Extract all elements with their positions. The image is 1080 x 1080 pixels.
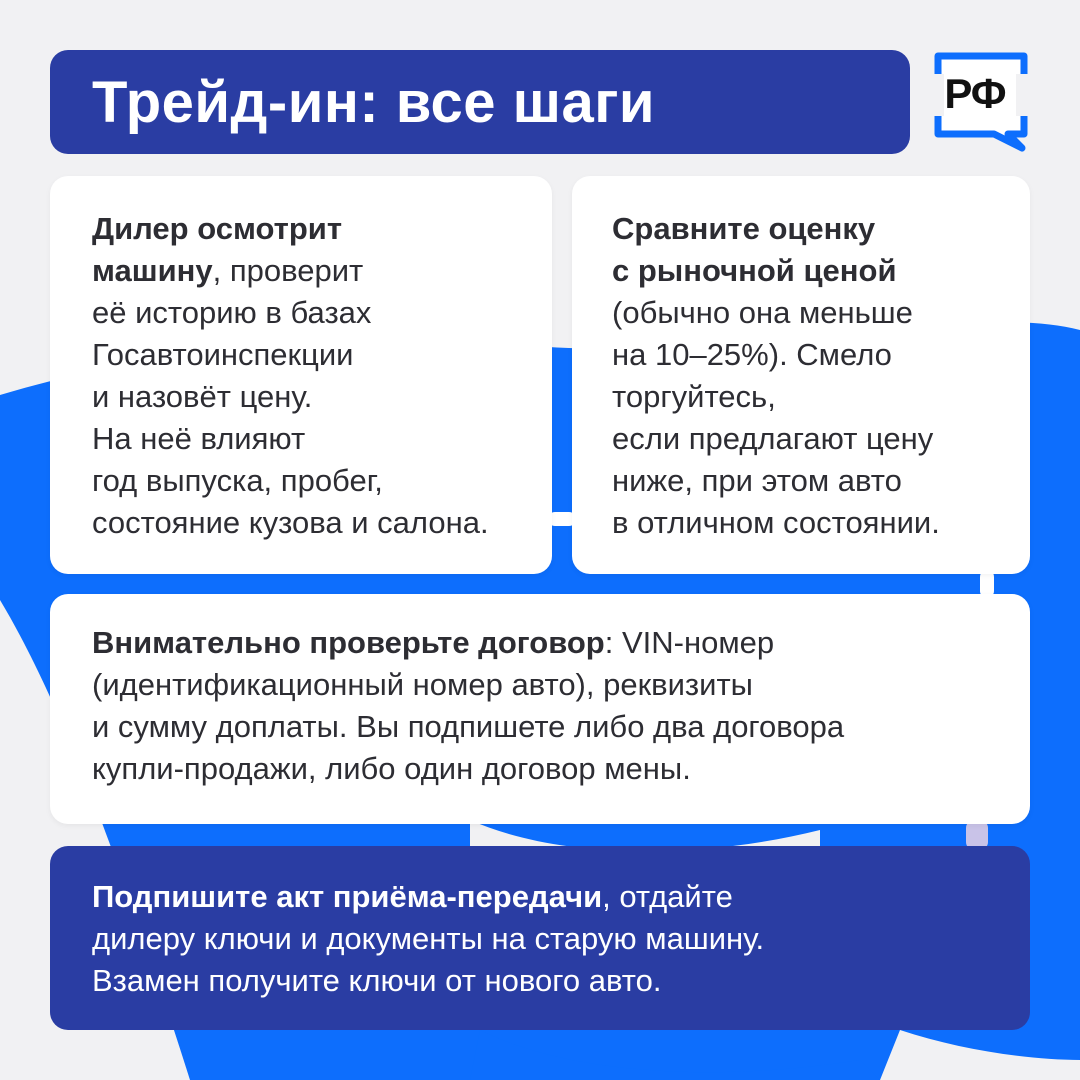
step-line: и сумму доплаты. Вы подпишете либо два договора (92, 709, 845, 744)
step-card-sign-act (50, 846, 1030, 1030)
step-card-check-contract (50, 594, 1030, 824)
step-line: дилеру ключи и документы на старую машину. (92, 921, 765, 956)
page-title: Трейд-ин: все шаги (92, 69, 656, 135)
step-line: в отличном состоянии. (612, 505, 940, 540)
step-line: (идентификационный номер авто), реквизиты (92, 667, 753, 702)
step-card-compare-price (572, 176, 1030, 574)
step-line: Подпишите акт приёма-передачи, отдайте (92, 879, 733, 914)
step-card-inspection (50, 176, 552, 574)
step-line: Взамен получите ключи от нового авто. (92, 963, 662, 998)
step-line: Госавтоинспекции (92, 337, 354, 372)
step-line: состояние кузова и салона. (92, 505, 489, 540)
step-line: Сравните оценку (612, 211, 876, 246)
logo (930, 48, 1032, 154)
step-line: и назовёт цену. (92, 379, 313, 414)
step-line: её историю в базах (92, 295, 372, 330)
logo-text: РФ (944, 70, 1006, 117)
step-line: купли-продажи, либо один договор мены. (92, 751, 691, 786)
step-line: год выпуска, пробег, (92, 463, 383, 498)
step-line: с рыночной ценой (612, 253, 897, 288)
step-line: если предлагают цену (612, 421, 934, 456)
step-line: ниже, при этом авто (612, 463, 902, 498)
step-line: машину, проверит (92, 253, 364, 288)
step-line: торгуйтесь, (612, 379, 776, 414)
step-line: Внимательно проверьте договор: VIN-номер (92, 625, 775, 660)
step-line: На неё влияют (92, 421, 306, 456)
step-line: на 10–25%). Смело (612, 337, 892, 372)
title-banner (50, 50, 910, 154)
step-line: Дилер осмотрит (92, 211, 343, 246)
step-line: (обычно она меньше (612, 295, 913, 330)
